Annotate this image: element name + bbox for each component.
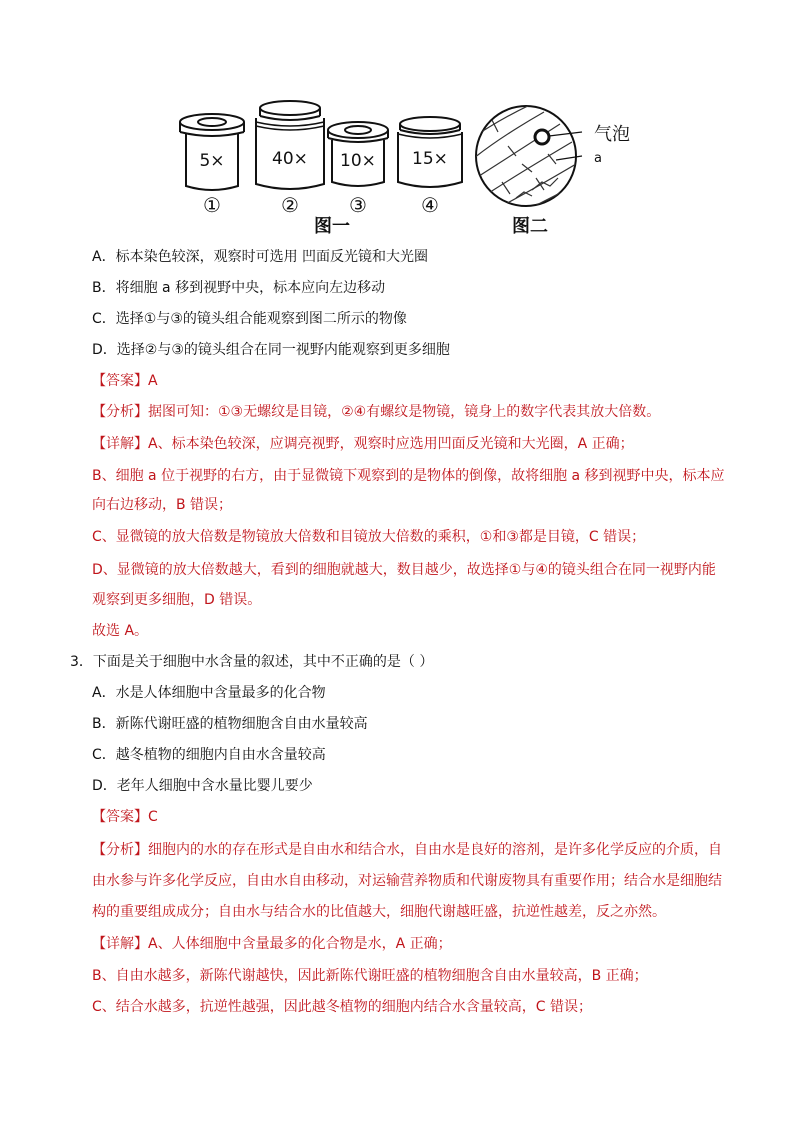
q3-answer	[92, 807, 158, 827]
q2-detail-b-line1: B、细胞 a 位于视野的右方，由于显微镜下观察到的是物体的倒像，故将细胞 a 移到视野中央，标本应	[92, 468, 725, 484]
lens-2	[256, 101, 324, 217]
lens-2-num: ②	[281, 193, 299, 217]
q3-option-a: A．水是人体细胞中含量最多的化合物	[92, 685, 326, 701]
q3-analysis-line1	[92, 840, 722, 860]
q3-stem: 3．下面是关于细胞中水含量的叙述，其中不正确的是（ ）	[70, 654, 434, 670]
q2-answer	[92, 371, 158, 391]
bubble-label: 气泡	[594, 124, 630, 145]
q2-detail-d-line2: 观察到更多细胞，D 错误。	[92, 592, 262, 608]
q3-option-b: B．新陈代谢旺盛的植物细胞含自由水量较高	[92, 716, 368, 732]
q3-analysis-text1: 细胞内的水的存在形式是自由水和结合水，自由水是良好的溶剂，是许多化学反应的介质，自	[148, 842, 722, 858]
lens-1-mag: 5×	[199, 151, 225, 171]
q2-detail-d-line1: D、显微镜的放大倍数越大，看到的细胞就越大，数目越少，故选择①与④的镜头组合在同一视野内能	[92, 562, 716, 578]
lens-4-mag: 15×	[412, 149, 448, 169]
q2-detail-a-text: A、标本染色较深，应调亮视野，观察时应选用凹面反光镜和大光圈，A 正确；	[148, 436, 634, 452]
field-of-view	[472, 104, 630, 214]
q2-detail-b-line2: 向右边移动，B 错误；	[92, 497, 233, 513]
q3-option-d: D．老年人细胞中含水量比婴儿要少	[92, 778, 313, 794]
cell-a-label: a	[594, 151, 602, 166]
q3-analysis-line3: 构的重要组成成分；自由水与结合水的比值越大，细胞代谢越旺盛，抗逆性越差，反之亦然。	[92, 904, 666, 920]
lens-3-num: ③	[349, 193, 367, 217]
microscope-figure	[172, 98, 652, 240]
lens-1	[180, 114, 244, 217]
q2-conclusion: 故选 A。	[92, 623, 149, 639]
fig2-label: 图二	[512, 216, 548, 237]
lens-1-num: ①	[203, 193, 221, 217]
q3-answer-tag: 【答案】	[92, 809, 148, 825]
q2-analysis-text: 据图可知：①③无螺纹是目镜，②④有螺纹是物镜，镜身上的数字代表其放大倍数。	[148, 404, 661, 420]
lens-2-mag: 40×	[272, 149, 308, 169]
q2-detail-tag: 【详解】	[92, 436, 148, 452]
q2-analysis	[92, 402, 660, 422]
q3-detail-tag: 【详解】	[92, 936, 148, 952]
q2-option-a: A．标本染色较深，观察时可选用 凹面反光镜和大光圈	[92, 249, 429, 265]
q2-answer-value: A	[148, 373, 158, 389]
lens-3	[328, 122, 388, 217]
lens-4	[398, 117, 462, 217]
q2-option-d: D．选择②与③的镜头组合在同一视野内能观察到更多细胞	[92, 342, 450, 358]
q3-answer-value: C	[148, 809, 158, 825]
q2-option-b: B．将细胞 a 移到视野中央，标本应向左边移动	[92, 280, 386, 296]
q3-detail-c: C、结合水越多，抗逆性越强，因此越冬植物的细胞内结合水含量较高，C 错误；	[92, 999, 592, 1015]
q3-option-c: C．越冬植物的细胞内自由水含量较高	[92, 747, 326, 763]
q3-analysis-tag: 【分析】	[92, 842, 148, 858]
q3-detail-b: B、自由水越多，新陈代谢越快，因此新陈代谢旺盛的植物细胞含自由水量较高，B 正确；	[92, 968, 648, 984]
lens-4-num: ④	[421, 193, 439, 217]
q2-answer-tag: 【答案】	[92, 373, 148, 389]
q2-detail-c: C、显微镜的放大倍数是物镜放大倍数和目镜放大倍数的乘积，①和③都是目镜，C 错误；	[92, 529, 646, 545]
fig1-label: 图一	[314, 216, 350, 237]
q2-detail-a	[92, 434, 634, 454]
q2-analysis-tag: 【分析】	[92, 404, 148, 420]
lens-3-mag: 10×	[340, 151, 376, 171]
q3-analysis-line2: 由水参与许多化学反应，自由水自由移动，对运输营养物质和代谢废物具有重要作用；结合水是细胞结	[92, 873, 722, 889]
q3-detail-a	[92, 934, 452, 954]
q2-option-c: C．选择①与③的镜头组合能观察到图二所示的物像	[92, 311, 407, 327]
q3-detail-a-text: A、人体细胞中含量最多的化合物是水，A 正确；	[148, 936, 452, 952]
